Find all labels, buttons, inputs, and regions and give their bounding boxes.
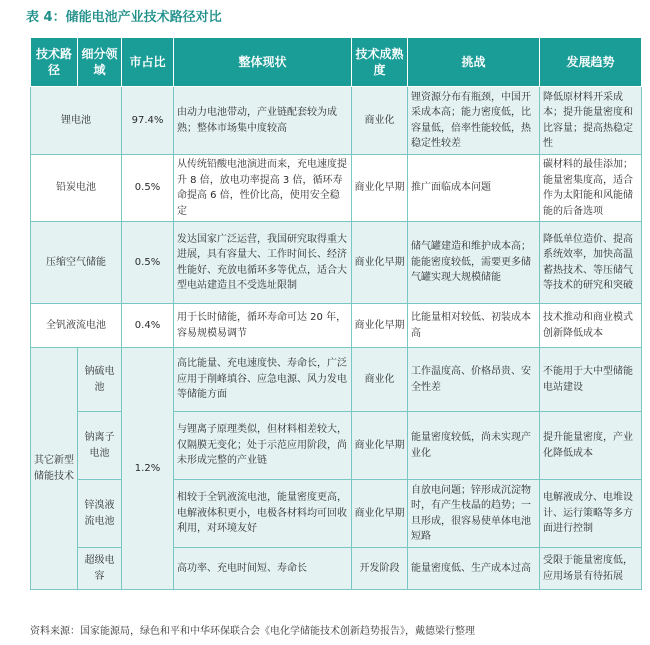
row-subfield: 超级电容 xyxy=(78,548,122,590)
row-status: 高功率、充电时间短、寿命长 xyxy=(174,548,352,590)
row-status: 高比能量、充电速度快、寿命长，广泛应用于削峰填谷、应急电源、风力发电等储能方面 xyxy=(174,348,352,412)
row-maturity: 商业化 xyxy=(352,87,408,155)
row-challenge: 能量密度较低，尚未实现产业化 xyxy=(408,412,540,480)
header-subfield: 细分领域 xyxy=(78,38,122,87)
row-trend: 受限于能量密度低，应用场景有待拓展 xyxy=(540,548,642,590)
group-name: 其它新型储能技术 xyxy=(31,348,78,590)
row-challenge: 自放电问题；锌形成沉淀物时，有产生枝晶的趋势；一旦形成，很容易使单体电池短路 xyxy=(408,480,540,548)
row-status: 发达国家广泛运营，我国研究取得重大进展，具有容量大、工作时间长、经济性能好、充放电循环多等优点，适合大型电站建造且不受选址限制 xyxy=(174,222,352,304)
header-maturity: 技术成熟度 xyxy=(352,38,408,87)
source-note: 资料来源：国家能源局，绿色和平和中华环保联合会《电化学储能技术创新趋势报告》，戴德梁行整理 xyxy=(30,626,475,637)
header-overall-status: 整体现状 xyxy=(174,38,352,87)
row-subfield: 锌溴液流电池 xyxy=(78,480,122,548)
row-name: 铅炭电池 xyxy=(31,155,122,222)
row-name: 压缩空气储能 xyxy=(31,222,122,304)
row-status: 由动力电池带动，产业链配套较为成熟；整体市场集中度较高 xyxy=(174,87,352,155)
row-challenge: 推广面临成本问题 xyxy=(408,155,540,222)
header-tech-path: 技术路径 xyxy=(31,38,78,87)
row-maturity: 商业化 xyxy=(352,348,408,412)
row-maturity: 商业化早期 xyxy=(352,412,408,480)
row-subfield: 钠离子电池 xyxy=(78,412,122,480)
row-challenge: 锂资源分布有瓶颈，中国开采成本高；能力密度低，比容量低，倍率性能较低，热稳定性较差 xyxy=(408,87,540,155)
row-status: 相较于全钒液流电池，能量密度更高，电解液体积更小，电极各材料均可回收利用，对环境友好 xyxy=(174,480,352,548)
header-market-share: 市占比 xyxy=(122,38,174,87)
table-title: 表 4：储能电池产业技术路径对比 xyxy=(26,10,222,25)
row-challenge: 比能量相对较低、初装成本高 xyxy=(408,304,540,348)
row-challenge: 工作温度高、价格昂贵、安全性差 xyxy=(408,348,540,412)
row-status: 与锂离子原理类似，但材料相差较大，仅隔膜无变化；处于示范应用阶段，尚未形成完整的产业链 xyxy=(174,412,352,480)
table-row xyxy=(31,87,642,155)
row-share: 0.4% xyxy=(122,304,174,348)
row-share: 0.5% xyxy=(122,222,174,304)
row-name: 全钒液流电池 xyxy=(31,304,122,348)
row-trend: 提升能量密度，产业化降低成本 xyxy=(540,412,642,480)
row-subfield: 钠硫电池 xyxy=(78,348,122,412)
comparison-table-wrapper xyxy=(30,37,641,590)
row-status: 用于长时储能，循环寿命可达 20 年，容易规模易调节 xyxy=(174,304,352,348)
header-row xyxy=(31,38,642,87)
row-trend: 不能用于大中型储能电站建设 xyxy=(540,348,642,412)
table-row xyxy=(31,348,642,412)
row-challenge: 能量密度低、生产成本过高 xyxy=(408,548,540,590)
group-share: 1.2% xyxy=(122,348,174,590)
row-trend: 碳材料的最佳添加；能量密集度高，适合作为太阳能和风能储能的后备选项 xyxy=(540,155,642,222)
row-status: 从传统铅酸电池演进而来，充电速度提升 8 倍，放电功率提高 3 倍，循环寿命提高 6 倍，性价比高，使用安全稳定 xyxy=(174,155,352,222)
header-trends: 发展趋势 xyxy=(540,38,642,87)
row-maturity: 商业化早期 xyxy=(352,480,408,548)
comparison-table xyxy=(30,37,642,590)
table-row xyxy=(31,222,642,304)
row-trend: 技术推动和商业模式创新降低成本 xyxy=(540,304,642,348)
row-trend: 降低单位造价、提高系统效率，加快高温蓄热技术、等压储气等技术的研究和突破 xyxy=(540,222,642,304)
row-maturity: 商业化早期 xyxy=(352,222,408,304)
row-share: 97.4% xyxy=(122,87,174,155)
row-maturity: 开发阶段 xyxy=(352,548,408,590)
table-row xyxy=(31,155,642,222)
row-trend: 电解液成分、电堆设计、运行策略等多方面进行控制 xyxy=(540,480,642,548)
row-maturity: 商业化早期 xyxy=(352,304,408,348)
row-challenge: 储气罐建造和维护成本高；能能密度较低，需要更多储气罐实现大规模储能 xyxy=(408,222,540,304)
row-name: 锂电池 xyxy=(31,87,122,155)
row-trend: 降低原材料开采成本；提升能量密度和比容量；提高热稳定性 xyxy=(540,87,642,155)
row-maturity: 商业化早期 xyxy=(352,155,408,222)
table-row xyxy=(31,304,642,348)
header-challenges: 挑战 xyxy=(408,38,540,87)
row-share: 0.5% xyxy=(122,155,174,222)
